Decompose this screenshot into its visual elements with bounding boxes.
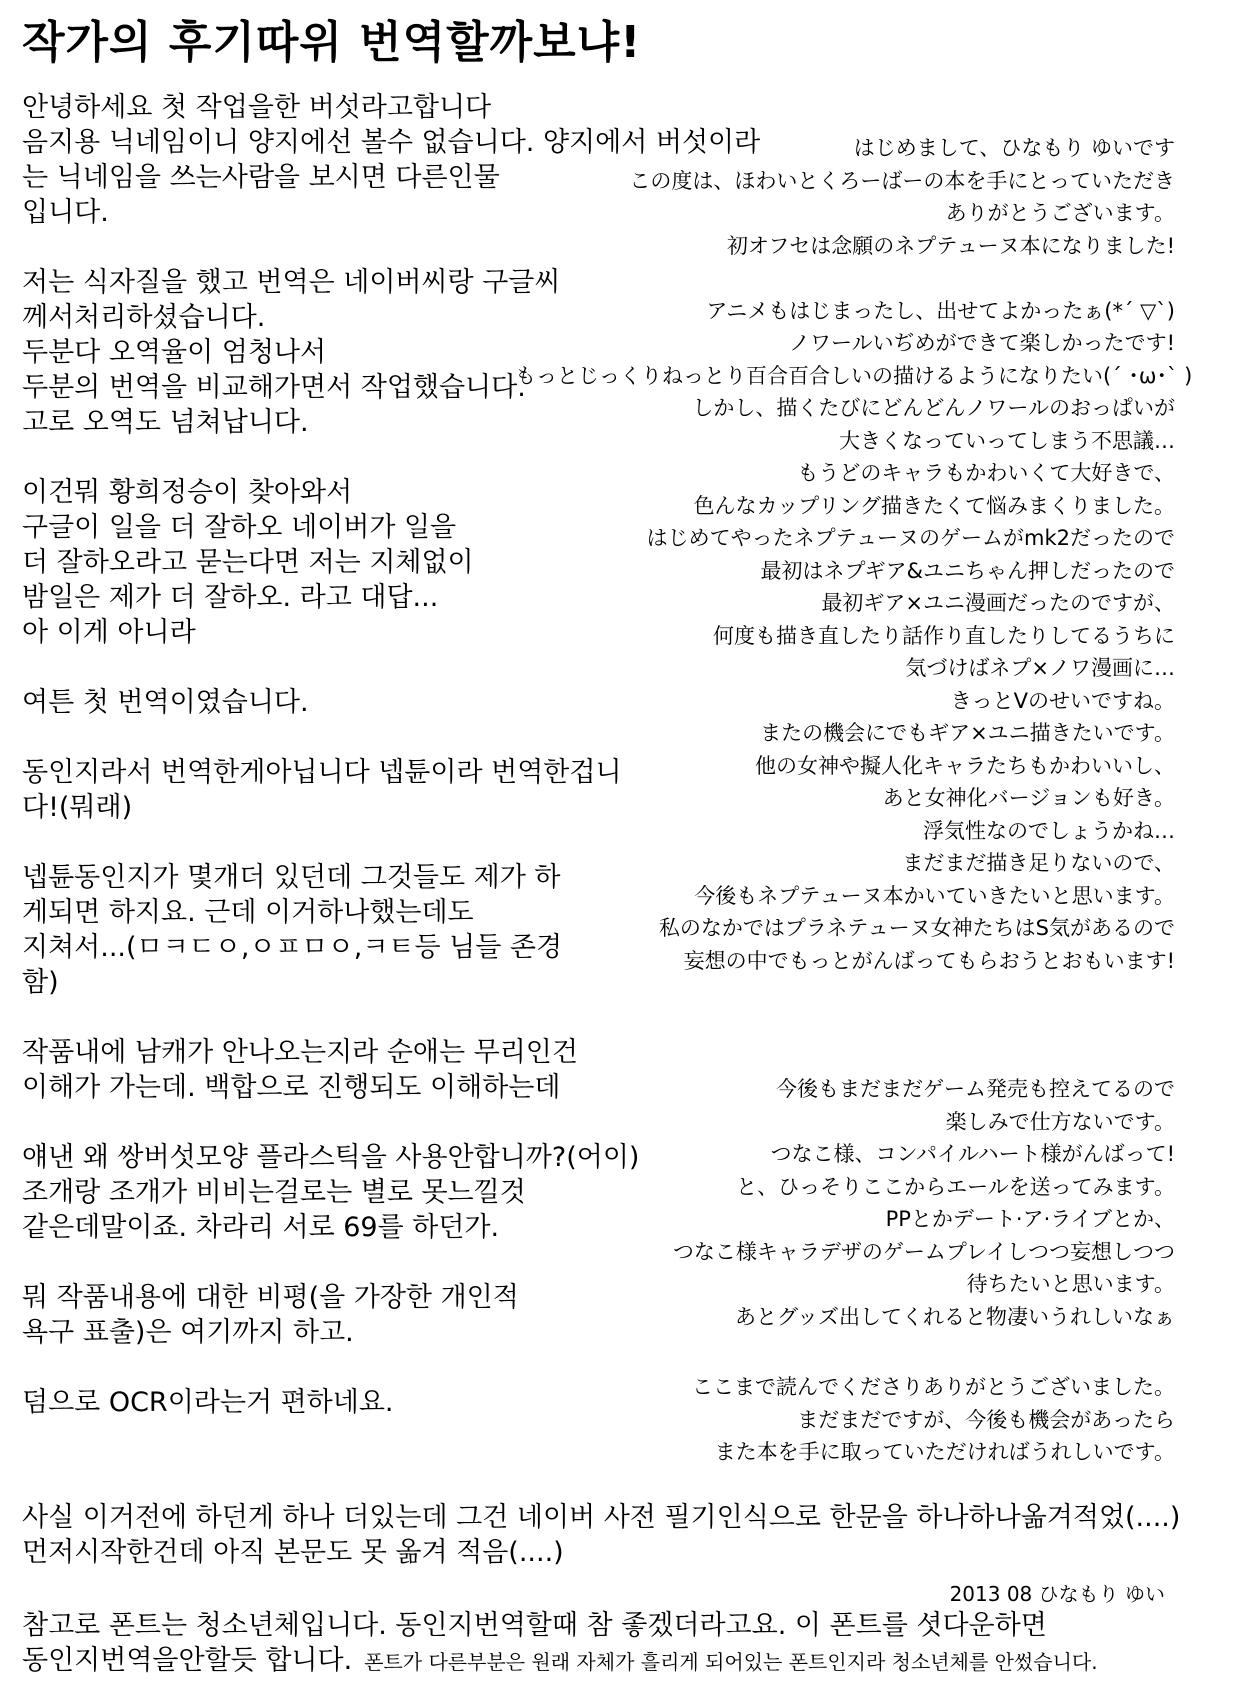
tail-line: 사실 이거전에 하던게 하나 더있는데 그건 네이버 사전 필기인식으로 한문을 하나하나옮겨적었(....) xyxy=(22,1502,1181,1533)
blank-line xyxy=(515,262,1175,295)
japanese-line: 初オフセは念願のネプテューヌ本になりました! xyxy=(727,233,1175,258)
korean-line: 동인지라서 번역한게아닙니다 넵튠이라 번역한겁니 xyxy=(22,757,622,788)
korean-line: 더 잘하오라고 묻는다면 저는 지체없이 xyxy=(22,547,474,578)
japanese-line: はじめまして、ひなもり ゆいです xyxy=(853,136,1175,160)
japanese-line: 最初ギア×ユニ漫画だったのですが、 xyxy=(821,591,1175,615)
korean-line: 덤으로 OCR이라는거 편하네요. xyxy=(22,1387,394,1418)
korean-line: 게되면 하지요. 근데 이거하나했는데도 xyxy=(22,897,474,928)
japanese-line: 妄想の中でもっとがんばってもらおうとおもいます! xyxy=(683,948,1175,973)
japanese-line: 大きくなっていってしまう不思議… xyxy=(839,428,1175,453)
japanese-line: 待ちたいと思います。 xyxy=(966,1272,1175,1296)
korean-line: 저는 식자질을 했고 번역은 네이버씨랑 구글씨 xyxy=(22,267,561,298)
korean-line: 밤일은 제가 더 잘하오. 라고 대답... xyxy=(22,582,439,613)
font-note: 폰트가 다른부분은 원래 자체가 흘리게 되어있는 폰트인지라 청소년체를 안썼습니다. xyxy=(364,1650,1098,1674)
tail-line: 먼저시작한건데 아직 본문도 못 옮겨 적음(....) xyxy=(22,1537,564,1568)
tail-text: 동인지번역을안할듯 합니다. xyxy=(22,1645,353,1676)
korean-line: 두분의 번역을 비교해가면서 작업했습니다. xyxy=(22,372,526,403)
korean-line: 께서처리하셨습니다. xyxy=(22,302,266,333)
japanese-line: 気づけばネプ×ノワ漫画に… xyxy=(905,656,1175,680)
korean-line: 이건뭐 황희정승이 찾아와서 xyxy=(22,477,353,508)
korean-line: 함) xyxy=(22,967,59,998)
tail-line: 참고로 폰트는 청소년체입니다. 동인지번역할때 참 좋겠더라고요. 이 폰트를 셧다운하면 xyxy=(22,1610,1047,1641)
blank-line xyxy=(22,1000,662,1035)
japanese-line: 今後もまだまだゲーム発売も控えてるので xyxy=(776,1077,1175,1101)
japanese-afterword-main xyxy=(515,132,1193,977)
japanese-line: しかし、描くたびにどんどんノワールのおっぱいが xyxy=(692,396,1175,420)
korean-line: 안녕하세요 첫 작업을한 버섯라고합니다 xyxy=(22,92,492,123)
japanese-line: ありがとうございます。 xyxy=(945,201,1175,225)
korean-line: 이해가 가는데. 백합으로 진행되도 이해하는데 xyxy=(22,1072,561,1103)
korean-line: 뭐 작품내용에 대한 비평(을 가장한 개인적 xyxy=(22,1282,519,1313)
japanese-line: 色んなカップリング描きたくて悩みまくりました。 xyxy=(693,493,1175,518)
korean-line: 같은데말이죠. 차라리 서로 69를 하던가. xyxy=(22,1212,500,1243)
japanese-line: あとグッズ出してくれると物凄いうれしいなぁ xyxy=(735,1304,1175,1329)
korean-line: 넵튠동인지가 몇개더 있던데 그것들도 제가 하 xyxy=(22,862,561,893)
korean-line: 여튼 첫 번역이였습니다. xyxy=(22,687,309,718)
japanese-line: ノワールいぢめができて楽しかったです! xyxy=(789,331,1175,355)
japanese-line: もっとじっくりねっとり百合百合しいの描けるようになりたい(´ ･ω･` ) xyxy=(515,363,1193,388)
japanese-line: はじめてやったネプテューヌのゲームがmk2だったので xyxy=(646,526,1175,550)
japanese-line: また本を手に取っていただければうれしいです。 xyxy=(714,1440,1175,1464)
blank-line xyxy=(22,1570,1232,1608)
japanese-line: 最初はネプギア&ユニちゃん押しだったので xyxy=(760,558,1175,583)
japanese-line: 今後もネプテューヌ本かいていきたいと思います。 xyxy=(694,883,1175,908)
tail-line xyxy=(22,1643,1232,1680)
japanese-line: PPとかデート·ア·ライブとか、 xyxy=(885,1207,1175,1231)
author-signature: 2013 08 ひなもり ゆい xyxy=(949,1582,1165,1606)
korean-line: 두분다 오역율이 엄청나서 xyxy=(22,337,327,368)
korean-line: 는 닉네임을 쓰는사람을 보시면 다른인물 xyxy=(22,162,500,193)
korean-line: 고로 오역도 넘쳐납니다. xyxy=(22,407,309,438)
korean-line: 작품내에 남캐가 안나오는지라 순애는 무리인건 xyxy=(22,1037,578,1068)
japanese-line: またの機会にでもギア×ユニ描きたいです。 xyxy=(760,721,1175,745)
japanese-line: まだまだ描き足りないので、 xyxy=(902,851,1175,875)
japanese-line: あと女神化バージョンも好き。 xyxy=(882,786,1175,810)
korean-line: 조개랑 조개가 비비는걸로는 별로 못느낄것 xyxy=(22,1177,526,1208)
japanese-line: 何度も描き直したり話作り直したりしてるうちに xyxy=(713,623,1175,648)
japanese-line: ここまで読んでくださりありがとうございました。 xyxy=(692,1375,1175,1399)
japanese-afterword-games xyxy=(515,1073,1175,1333)
korean-line: 음지용 닉네임이니 양지에선 볼수 없습니다. 양지에서 버섯이라 xyxy=(22,127,761,158)
japanese-line: きっとVのせいですね。 xyxy=(950,688,1175,713)
japanese-line: と、ひっそりここからエールを送ってみます。 xyxy=(736,1174,1175,1199)
korean-line: 입니다. xyxy=(22,197,109,228)
korean-line: 욕구 표출)은 여기까지 하고. xyxy=(22,1317,354,1348)
page-title: 작가의 후기따위 번역할까보냐! xyxy=(22,17,642,68)
japanese-line: つなこ様キャラデザのゲームプレイしつつ妄想しつつ xyxy=(672,1239,1175,1264)
japanese-line: まだまだですが、今後も機会があったら xyxy=(797,1407,1175,1432)
japanese-afterword-thanks xyxy=(515,1371,1175,1469)
korean-line: 지쳐서...(ㅁㅋㄷㅇ,ㅇㅍㅁㅇ,ㅋㅌ등 님들 존경 xyxy=(22,932,563,963)
japanese-line: つなこ様、コンパイルハート様がんばって! xyxy=(770,1142,1175,1166)
korean-line: 얘낸 왜 쌍버섯모양 플라스틱을 사용안합니까?(어이) xyxy=(22,1142,640,1173)
korean-line: 다!(뭐래) xyxy=(22,792,133,823)
korean-line: 구글이 일을 더 잘하오 네이버가 일을 xyxy=(22,512,457,543)
japanese-line: アニメもはじまったし、出せてよかったぁ(*´ ▽`) xyxy=(706,298,1175,323)
japanese-line: 私のなかではプラネテューヌ女神たちはS気があるので xyxy=(658,916,1175,940)
korean-closing-notes xyxy=(22,1500,1232,1680)
japanese-line: 楽しみで仕方ないです。 xyxy=(945,1109,1175,1134)
japanese-line: 浮気性なのでしょうかね… xyxy=(923,818,1175,843)
japanese-line: 他の女神や擬人化キャラたちもかわいいし、 xyxy=(755,753,1175,778)
japanese-line: もうどのキャラもかわいくて大好きで、 xyxy=(797,461,1175,485)
korean-line: 아 이게 아니라 xyxy=(22,617,196,648)
japanese-line: この度は、ほわいとくろーばーの本を手にとっていただき xyxy=(629,168,1175,193)
